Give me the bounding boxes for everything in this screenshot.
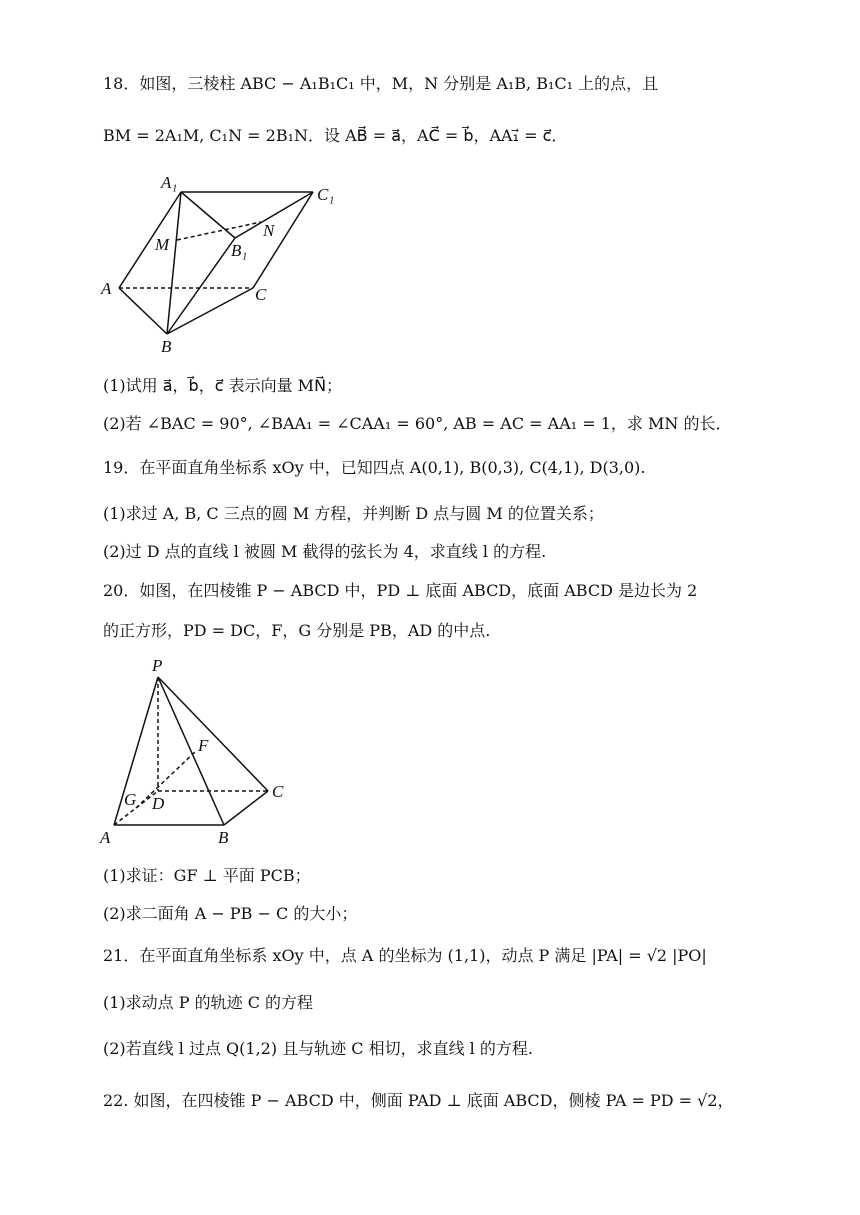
label-g: G (124, 790, 137, 809)
edge-a1b1 (181, 192, 235, 238)
p18-question-2: (2)若 ∠BAC = 90°, ∠BAA₁ = ∠CAA₁ = 60°, AB = AC = AA₁ = 1，求 MN 的长． (103, 414, 732, 433)
edge-c1c (253, 192, 313, 288)
p19-question-1: (1)求过 A, B, C 三点的圆 M 方程，并判断 D 点与圆 M 的位置关系； (103, 504, 604, 523)
edge-bc (167, 288, 253, 334)
label-b: B (218, 828, 229, 847)
p20-pyramid-figure (96, 655, 306, 850)
p18-question-1: (1)试用 a⃗，b⃗，c⃗ 表示向量 MN⃗； (103, 376, 343, 395)
p21-question-1: (1)求动点 P 的轨迹 C 的方程 (103, 993, 314, 1012)
p21-question-2: (2)若直线 l 过点 Q(1,2) 且与轨迹 C 相切，求直线 l 的方程. (103, 1039, 533, 1058)
label-n: N (263, 221, 275, 240)
p18-prism-diagram (95, 168, 355, 358)
p20-question-1: (1)求证：GF ⊥ 平面 PCB； (103, 866, 311, 885)
p18-prism-figure (95, 168, 355, 358)
p20-stem-line2: 的正方形，PD = DC，F，G 分别是 PB，AD 的中点. (103, 621, 491, 640)
label-b1: B₁ (231, 241, 248, 260)
label-c: C (272, 782, 284, 801)
segment-gf-hidden (136, 751, 196, 808)
label-d: D (152, 794, 165, 813)
edge-pc (158, 677, 268, 791)
label-a: A (100, 828, 111, 847)
p18-stem-line1: 18．如图，三棱柱 ABC − A₁B₁C₁ 中，M，N 分别是 A₁B, B₁C₁ 上的点，且 (103, 74, 659, 93)
label-c1: C₁ (317, 185, 335, 204)
edge-pb (158, 677, 224, 825)
label-f: F (198, 736, 209, 755)
p21-stem: 21．在平面直角坐标系 xOy 中，点 A 的坐标为 (1,1)，动点 P 满足 |PA| = √2 |PO| (103, 946, 707, 965)
label-a: A (101, 279, 112, 298)
p22-stem: 22. 如图，在四棱锥 P − ABCD 中，侧面 PAD ⊥ 底面 ABCD，侧棱 PA = PD = √2， (103, 1091, 734, 1110)
p19-question-2: (2)过 D 点的直线 l 被圆 M 截得的弦长为 4，求直线 l 的方程. (103, 542, 547, 561)
p20-question-2: (2)求二面角 A − PB − C 的大小； (103, 904, 358, 923)
edge-b1b (167, 238, 235, 334)
p20-pyramid-diagram (96, 655, 306, 850)
edge-bc (224, 791, 268, 825)
p20-stem-line1: 20．如图，在四棱锥 P − ABCD 中，PD ⊥ 底面 ABCD，底面 ABCD 是边长为 2 (103, 581, 698, 600)
p18-stem-line2: BM = 2A₁M, C₁N = 2B₁N．设 AB⃗ = a⃗，AC⃗ = b⃗，AA₁⃗ = c⃗． (103, 126, 568, 145)
edge-a1a (119, 192, 181, 288)
p19-stem: 19．在平面直角坐标系 xOy 中，已知四点 A(0,1), B(0,3), C(4,1), D(3,0). (103, 458, 646, 477)
label-b: B (161, 337, 172, 356)
edge-ab (119, 288, 167, 334)
edge-a1b (167, 192, 181, 334)
label-c: C (255, 285, 267, 304)
label-p: P (152, 656, 163, 675)
label-a1: A₁ (161, 173, 178, 192)
label-m: M (155, 235, 170, 254)
